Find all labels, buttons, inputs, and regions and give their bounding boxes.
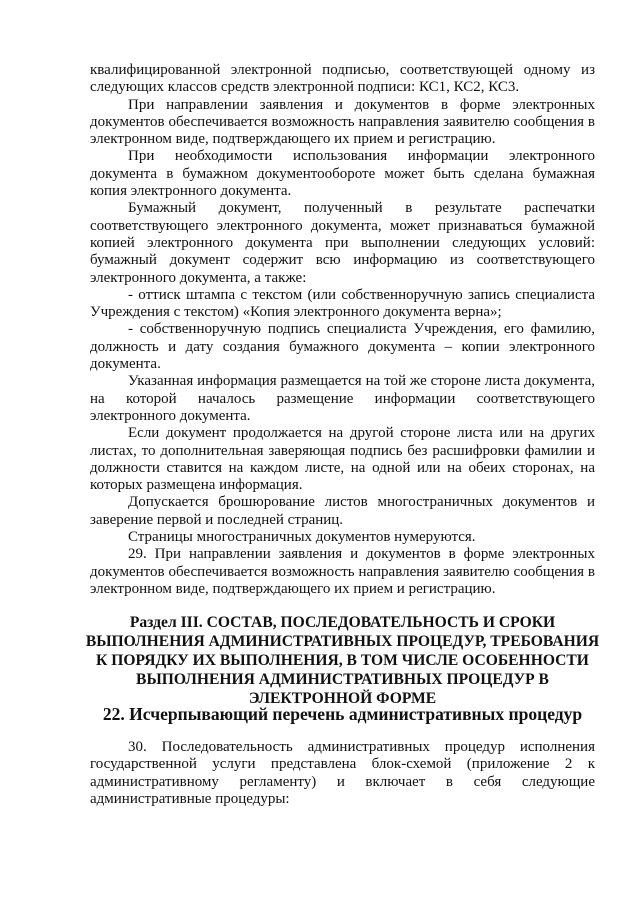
body-text-bottom <box>90 739 595 808</box>
paragraph-2: При направлении заявления и документов в форме электронных документов обеспечивается возможность направления заявителю сообщения в электронном виде, подтверждающего их прием и регистрацию. <box>90 96 595 148</box>
paragraph-5: - оттиск штампа с текстом (или собственноручную запись специалиста Учреждения с текстом) «Копия электронного документа верна»; <box>90 286 595 321</box>
paragraph-11: 29. При направлении заявления и документов в форме электронных документов обеспечивается возможность направления заявителю сообщения в электронном виде, подтверждающего их прием и регистрацию. <box>90 546 595 597</box>
paragraph-8: Если документ продолжается на другой стороне листа или на других листах, то дополнительная заверяющая подпись без расшифровки фамилии и должности ставится на каждом листе, на одной или на обеих сторонах, на которых размещена информация. <box>90 425 595 494</box>
paragraph-6: - собственноручную подпись специалиста Учреждения, его фамилию, должность и дату создания бумажного документа – копии электронного документа. <box>90 321 595 373</box>
paragraph-10: Страницы многостраничных документов нумеруются. <box>128 529 476 546</box>
paragraph-7: Указанная информация размещается на той же стороне листа документа, на которой началось размещение информации соответствующего электронного документа. <box>90 373 595 424</box>
section-title: Раздел III. СОСТАВ, ПОСЛЕДОВАТЕЛЬНОСТЬ И СРОКИ ВЫПОЛНЕНИЯ АДМИНИСТРАТИВНЫХ ПРОЦЕДУР, ТРЕБОВАНИЯ К ПОРЯДКУ ИХ ВЫПОЛНЕНИЯ, В ТОМ ЧИСЛЕ ОСОБЕННОСТИ ВЫПОЛНЕНИЯ АДМИНИСТРАТИВНЫХ ПРОЦЕДУР В ЭЛЕКТРОННОЙ ФОРМЕ <box>85 614 600 707</box>
paragraph-3: При необходимости использования информации электронного документа в бумажном документообороте может быть сделана бумажная копия электронного документа. <box>90 148 595 200</box>
paragraph-12: 30. Последовательность административных процедур исполнения государственной услуги представлена блок-схемой (приложение 2 к административному регламенту) и включает в себя следующие административные процедуры: <box>90 739 595 807</box>
subsection-title: 22. Исчерпывающий перечень административных процедур <box>102 704 583 724</box>
paragraph-1: квалифицированной электронной подписью, соответствующей одному из следующих классов средств электронной подписи: КС1, КС2, КС3. <box>90 62 595 96</box>
body-text-top <box>90 62 595 598</box>
paragraph-9: Допускается брошюрование листов многостраничных документов и заверение первой и последней страниц. <box>90 494 595 528</box>
paragraph-4: Бумажный документ, полученный в результате распечатки соответствующего электронного документа, может признаваться бумажной копией электронного документа при выполнении следующих условий: бумажный документ содержит всю информацию из соответствующего электронного документа, а также: <box>90 200 595 286</box>
